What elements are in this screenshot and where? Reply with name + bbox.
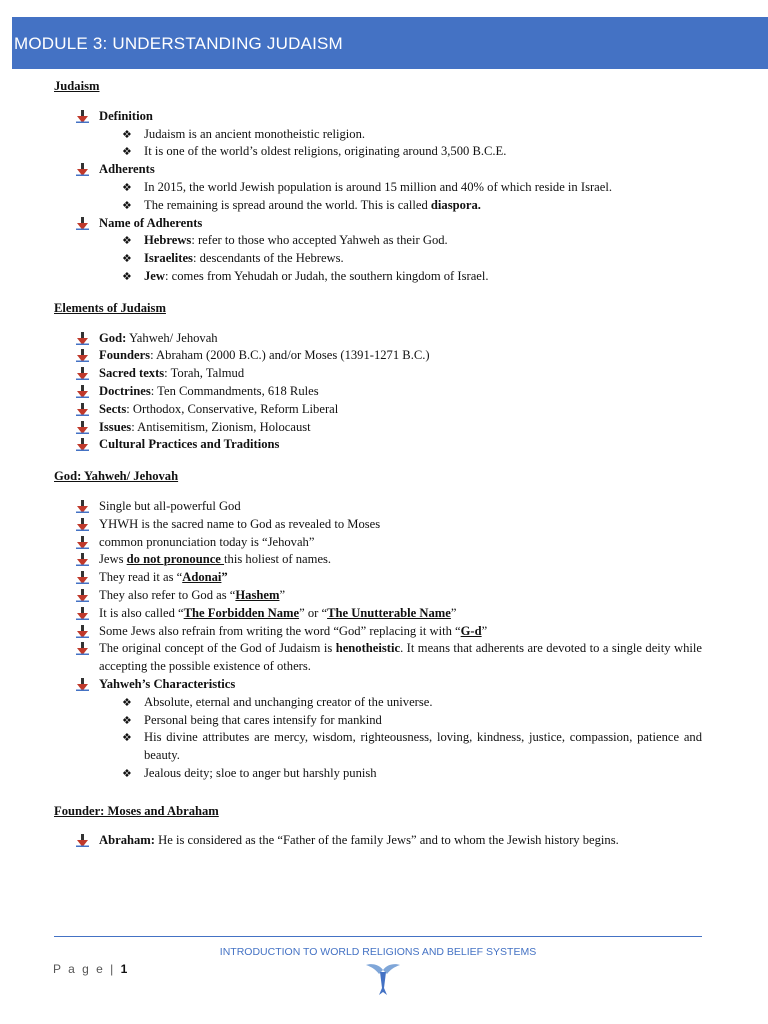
list-item: They also refer to God as “Hashem”	[54, 587, 702, 605]
arrow-bullet-icon	[76, 110, 89, 123]
footer-course-title: INTRODUCTION TO WORLD RELIGIONS AND BELIEF SYSTEMS	[219, 946, 537, 958]
section-heading-judaism: Judaism	[54, 79, 100, 93]
list-item: ❖ Jealous deity; sloe to anger but harshly punish	[54, 765, 702, 783]
list-item: Issues: Antisemitism, Zionism, Holocaust	[54, 419, 702, 437]
arrow-bullet-icon	[76, 642, 89, 655]
god-list	[54, 498, 702, 783]
arrow-bullet-icon	[76, 217, 89, 230]
list-item: Name of Adherents	[54, 215, 702, 233]
list-item: Abraham: He is considered as the “Father of the family Jews” and to whom the Jewish history begins.	[54, 832, 702, 850]
arrow-bullet-icon	[76, 518, 89, 531]
diamond-bullet-icon: ❖	[122, 127, 132, 141]
list-item: Jews do not pronounce this holiest of names.	[54, 551, 702, 569]
diamond-bullet-icon: ❖	[122, 198, 132, 212]
arrow-bullet-icon	[76, 403, 89, 416]
list-item: common pronunciation today is “Jehovah”	[54, 534, 702, 552]
list-item: YHWH is the sacred name to God as revealed to Moses	[54, 516, 702, 534]
list-item: They read it as “Adonai”	[54, 569, 702, 587]
arrow-bullet-icon	[76, 367, 89, 380]
list-item: ❖ Judaism is an ancient monotheistic religion.	[54, 126, 702, 144]
list-item: ❖ Hebrews: refer to those who accepted Yahweh as their God.	[54, 232, 702, 250]
list-item: Founders: Abraham (2000 B.C.) and/or Moses (1391-1271 B.C.)	[54, 347, 702, 365]
list-item: ❖ His divine attributes are mercy, wisdom, righteousness, loving, kindness, justice, compassion, patience and beauty.	[122, 730, 702, 763]
arrow-bullet-icon	[76, 834, 89, 847]
list-item: It is also called “The Forbidden Name” or “The Unutterable Name”	[54, 605, 702, 623]
list-item: Some Jews also refrain from writing the word “God” replacing it with “G-d”	[54, 623, 702, 641]
diamond-bullet-icon: ❖	[122, 731, 132, 745]
diamond-bullet-icon: ❖	[122, 713, 132, 727]
list-item: The original concept of the God of Judaism is henotheistic. It means that adherents are devoted to a single deity while accepting the possible existence of others.	[54, 640, 702, 676]
list-item: Definition	[54, 108, 702, 126]
diamond-bullet-icon: ❖	[122, 695, 132, 709]
list-item: Doctrines: Ten Commandments, 618 Rules	[54, 383, 702, 401]
list-item: Sects: Orthodox, Conservative, Reform Liberal	[54, 401, 702, 419]
bird-logo-icon	[365, 962, 401, 996]
founder-list	[54, 832, 702, 850]
document-body	[54, 78, 702, 850]
diamond-bullet-icon: ❖	[122, 269, 132, 283]
arrow-bullet-icon	[76, 500, 89, 513]
diamond-bullet-icon: ❖	[122, 180, 132, 194]
arrow-bullet-icon	[76, 385, 89, 398]
list-item: ❖ Israelites: descendants of the Hebrews.	[54, 250, 702, 268]
diamond-bullet-icon: ❖	[122, 145, 132, 159]
list-item: ❖ Absolute, eternal and unchanging creator of the universe.	[54, 694, 702, 712]
elements-list	[54, 330, 702, 455]
list-item: Adherents	[54, 161, 702, 179]
arrow-bullet-icon	[76, 163, 89, 176]
page-number: P a g e | 1	[53, 962, 128, 976]
judaism-list	[54, 108, 702, 286]
list-item: Yahweh’s Characteristics	[54, 676, 702, 694]
arrow-bullet-icon	[76, 571, 89, 584]
list-item: Sacred texts: Torah, Talmud	[54, 365, 702, 383]
arrow-bullet-icon	[76, 438, 89, 451]
list-item: Cultural Practices and Traditions	[54, 436, 702, 454]
list-item: Single but all-powerful God	[54, 498, 702, 516]
arrow-bullet-icon	[76, 332, 89, 345]
arrow-bullet-icon	[76, 536, 89, 549]
module-banner	[12, 17, 768, 69]
list-item: ❖ Jew: comes from Yehudah or Judah, the southern kingdom of Israel.	[54, 268, 702, 286]
arrow-bullet-icon	[76, 553, 89, 566]
list-item: ❖ The remaining is spread around the world. This is called diaspora.	[54, 197, 702, 215]
section-heading-god: God: Yahweh/ Jehovah	[54, 469, 179, 484]
list-item: ❖ Personal being that cares intensify for mankind	[54, 712, 702, 730]
arrow-bullet-icon	[76, 349, 89, 362]
arrow-bullet-icon	[76, 589, 89, 602]
section-heading-elements: Elements of Judaism	[54, 300, 166, 315]
list-item: ❖ In 2015, the world Jewish population is around 15 million and 40% of which reside in Israel.	[54, 179, 702, 197]
list-item: God: Yahweh/ Jehovah	[54, 330, 702, 348]
footer-divider	[54, 936, 702, 937]
arrow-bullet-icon	[76, 421, 89, 434]
diamond-bullet-icon: ❖	[122, 252, 132, 266]
arrow-bullet-icon	[76, 607, 89, 620]
arrow-bullet-icon	[76, 625, 89, 638]
list-item: ❖ It is one of the world’s oldest religions, originating around 3,500 B.C.E.	[54, 143, 702, 161]
diamond-bullet-icon: ❖	[122, 766, 132, 780]
diamond-bullet-icon: ❖	[122, 234, 132, 248]
arrow-bullet-icon	[76, 678, 89, 691]
module-title: MODULE 3: UNDERSTANDING JUDAISM	[14, 34, 343, 53]
section-heading-founder: Founder: Moses and Abraham	[54, 803, 219, 818]
